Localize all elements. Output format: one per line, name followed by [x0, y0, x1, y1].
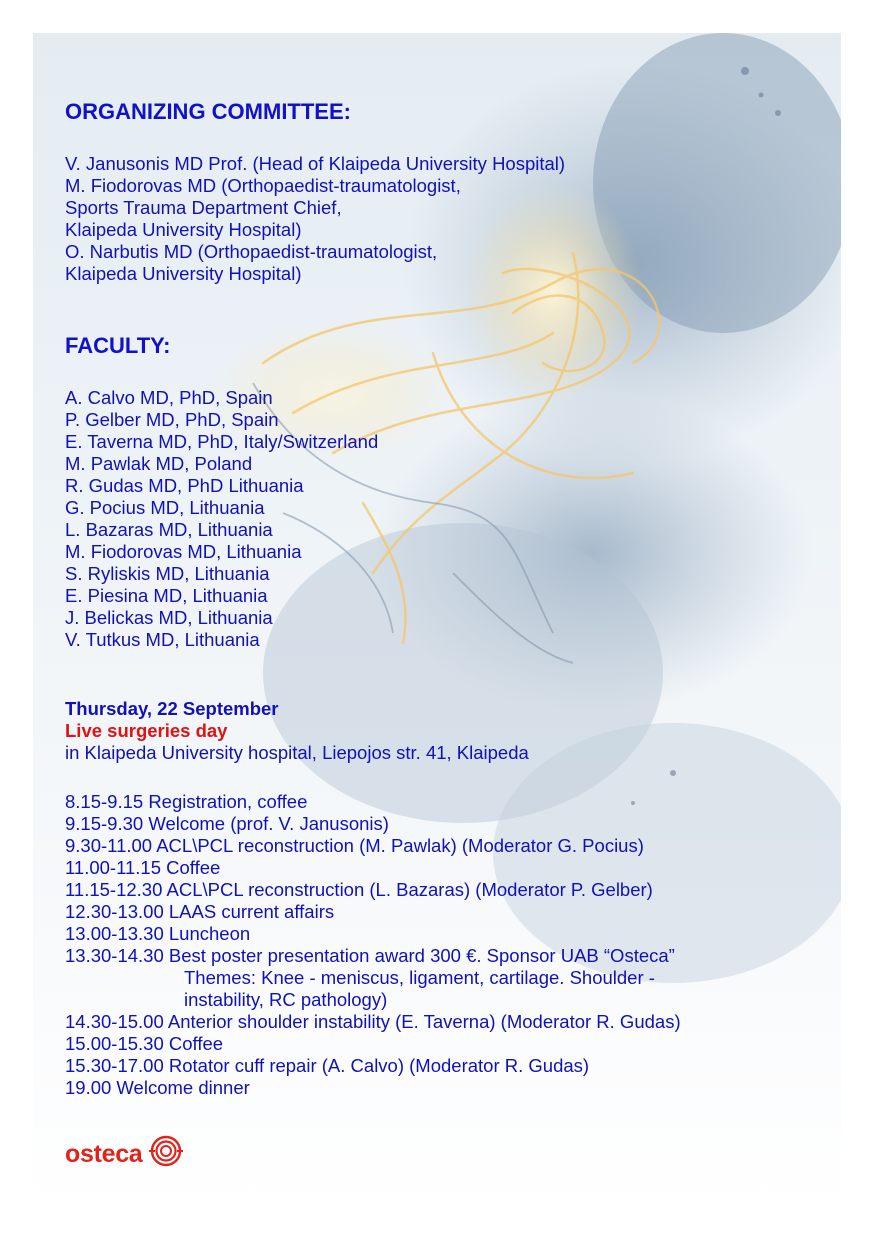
faculty-member: M. Fiodorovas MD, Lithuania	[65, 541, 302, 562]
schedule-item: 9.15-9.30 Welcome (prof. V. Janusonis)	[65, 813, 389, 834]
concentric-rings-icon	[146, 1135, 186, 1172]
schedule-item: 19.00 Welcome dinner	[65, 1077, 250, 1098]
schedule-item: 13.00-13.30 Luncheon	[65, 923, 251, 944]
committee-line: Klaipeda University Hospital)	[65, 263, 302, 284]
day-header	[65, 698, 529, 764]
faculty-member: J. Belickas MD, Lithuania	[65, 607, 273, 628]
schedule-item: 15.00-15.30 Coffee	[65, 1033, 224, 1054]
schedule-item: 13.30-14.30 Best poster presentation award 300 €. Sponsor UAB “Osteca”	[65, 945, 675, 966]
schedule-item-detail: Themes: Knee - meniscus, ligament, cartilage. Shoulder -	[184, 967, 655, 988]
day-location: in Klaipeda University hospital, Liepojos str. 41, Klaipeda	[65, 742, 529, 763]
faculty-member: S. Ryliskis MD, Lithuania	[65, 563, 270, 584]
faculty-member: G. Pocius MD, Lithuania	[65, 497, 265, 518]
faculty-member: P. Gelber MD, PhD, Spain	[65, 409, 279, 430]
day-subtitle: Live surgeries day	[65, 720, 228, 741]
committee-list	[65, 153, 565, 285]
day-title: Thursday, 22 September	[65, 698, 279, 719]
schedule-item: 8.15-9.15 Registration, coffee	[65, 791, 308, 812]
schedule-item: 14.30-15.00 Anterior shoulder instability (E. Taverna) (Moderator R. Gudas)	[65, 1011, 681, 1032]
faculty-heading: FACULTY:	[65, 333, 171, 358]
committee-line: Sports Trauma Department Chief,	[65, 197, 342, 218]
faculty-list	[65, 387, 378, 651]
flyer-page	[33, 33, 841, 1209]
faculty-member: R. Gudas MD, PhD Lithuania	[65, 475, 304, 496]
schedule-list	[65, 791, 681, 1099]
schedule-item: 12.30-13.00 LAAS current affairs	[65, 901, 335, 922]
committee-heading: ORGANIZING COMMITTEE:	[65, 99, 351, 124]
committee-line: M. Fiodorovas MD (Orthopaedist-traumatologist,	[65, 175, 461, 196]
faculty-member: L. Bazaras MD, Lithuania	[65, 519, 273, 540]
faculty-member: E. Taverna MD, PhD, Italy/Switzerland	[65, 431, 379, 452]
committee-line: V. Janusonis MD Prof. (Head of Klaipeda University Hospital)	[65, 153, 566, 174]
faculty-member: V. Tutkus MD, Lithuania	[65, 629, 260, 650]
schedule-item: 11.15-12.30 ACL\PCL reconstruction (L. Bazaras) (Moderator P. Gelber)	[65, 879, 653, 900]
faculty-member: A. Calvo MD, PhD, Spain	[65, 387, 273, 408]
osteca-logo	[65, 1135, 186, 1172]
logo-wordmark: osteca	[65, 1139, 143, 1168]
faculty-member: M. Pawlak MD, Poland	[65, 453, 253, 474]
committee-line: Klaipeda University Hospital)	[65, 219, 302, 240]
schedule-item: 15.30-17.00 Rotator cuff repair (A. Calvo) (Moderator R. Gudas)	[65, 1055, 590, 1076]
faculty-member: E. Piesina MD, Lithuania	[65, 585, 268, 606]
schedule-item: 9.30-11.00 ACL\PCL reconstruction (M. Pawlak) (Moderator G. Pocius)	[65, 835, 644, 856]
schedule-item: 11.00-11.15 Coffee	[65, 857, 221, 878]
committee-line: O. Narbutis MD (Orthopaedist-traumatologist,	[65, 241, 438, 262]
schedule-item-detail: instability, RC pathology)	[184, 989, 388, 1010]
